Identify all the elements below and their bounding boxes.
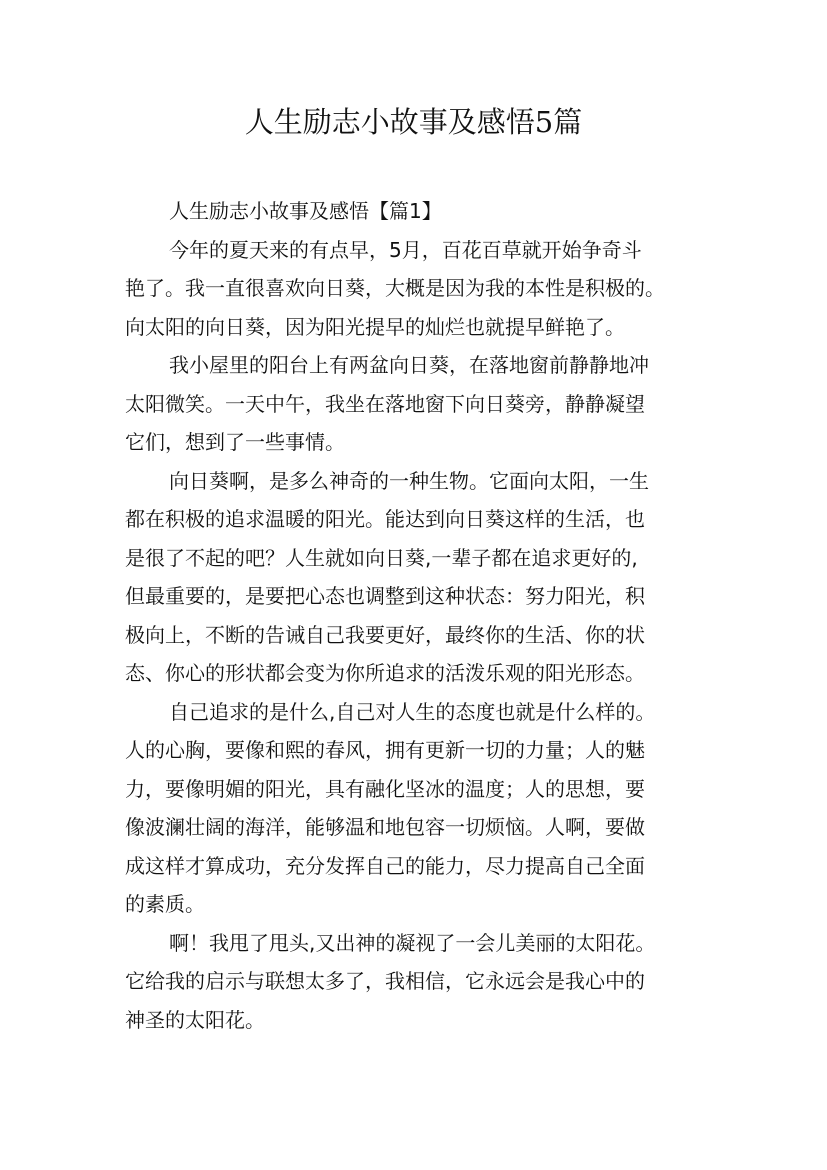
text-line: 神圣的太阳花。 (125, 1007, 265, 1032)
text-line: 态、你心的形状都会变为你所追求的活泼乐观的阳光形态。 (125, 661, 645, 685)
text-line: 人的心胸，要像和熙的春风，拥有更新一切的力量；人的魅 (125, 738, 645, 762)
text-line: 都在积极的追求温暖的阳光。能达到向日葵这样的生活，也 (125, 507, 645, 531)
text-line: 力，要像明媚的阳光，具有融化坚冰的温度；人的思想，要 (125, 776, 645, 801)
text-line: 它们，想到了一些事情。 (125, 430, 345, 454)
text-line: 成这样才算成功，充分发挥自己的能力，尽力提高自己全面 (125, 853, 645, 878)
document-body (125, 192, 707, 1039)
text-line: 啊！我甩了甩头,又出神的凝视了一会儿美丽的太阳花。 (169, 930, 656, 955)
text-line: 自己追求的是什么,自己对人生的态度也就是什么样的。 (169, 699, 656, 724)
text-line: 艳了。我一直很喜欢向日葵，大概是因为我的本性是积极的。 (125, 276, 665, 300)
text-line: 但最重要的，是要把心态也调整到这种状态：努力阳光，积 (125, 584, 645, 608)
text-line: 我小屋里的阳台上有两盆向日葵，在落地窗前静静地冲 (169, 353, 649, 377)
text-line: 极向上，不断的告诫自己我要更好，最终你的生活、你的状 (125, 622, 645, 647)
text-line: 像波澜壮阔的海洋，能够温和地包容一切烦恼。人啊，要做 (125, 815, 645, 839)
text-line: 向太阳的向日葵，因为阳光提早的灿烂也就提早鲜艳了。 (125, 314, 625, 339)
text-line: 是很了不起的吧？人生就如向日葵,一辈子都在追求更好的, (125, 545, 638, 570)
text-line: 它给我的启示与联想太多了，我相信，它永远会是我心中的 (125, 969, 645, 993)
text-line: 的素质。 (125, 892, 205, 916)
document-title: 人生励志小故事及感悟5篇 (244, 105, 583, 139)
text-line: 今年的夏天来的有点早，5月，百花百草就开始争奇斗 (169, 237, 642, 262)
text-line: 太阳微笑。一天中午，我坐在落地窗下向日葵旁，静静凝望 (125, 391, 645, 416)
text-line: 向日葵啊，是多么神奇的一种生物。它面向太阳，一生 (169, 468, 649, 493)
text-line: 人生励志小故事及感悟【篇1】 (169, 199, 442, 223)
